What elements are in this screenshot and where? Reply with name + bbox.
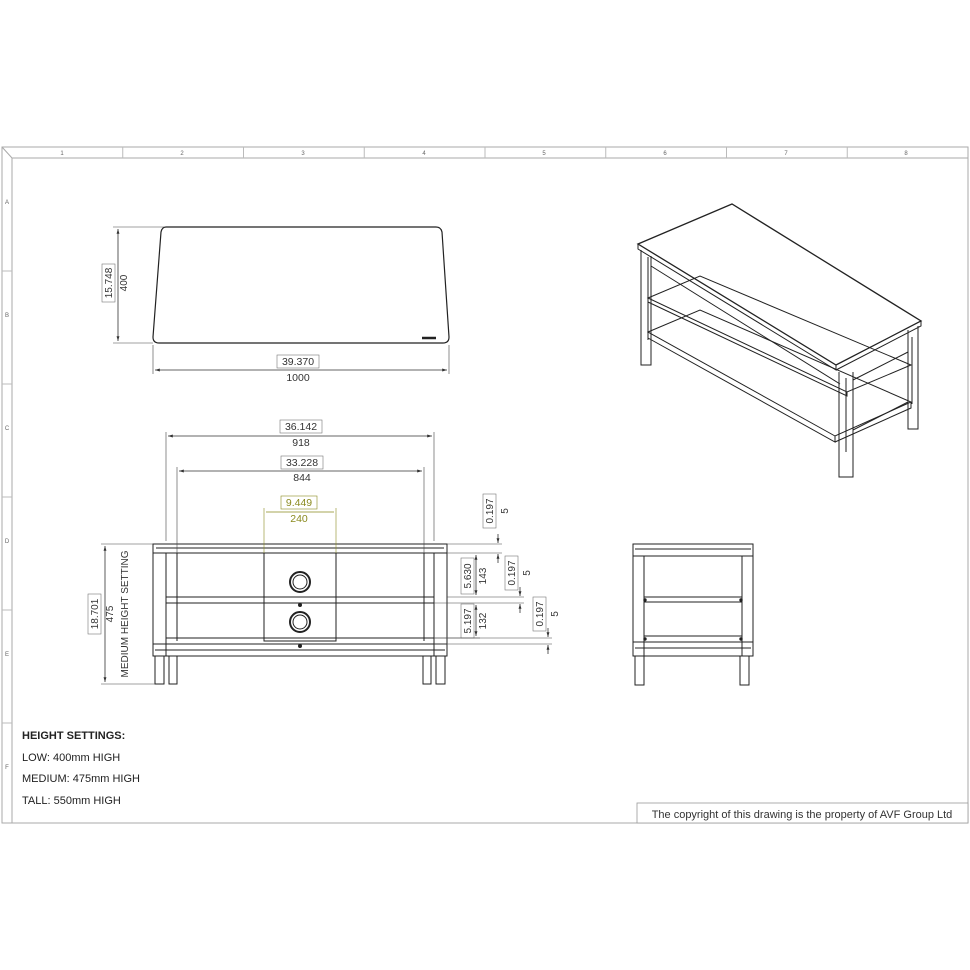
panel-width-inches: 9.449 bbox=[285, 497, 313, 509]
copyright-box bbox=[637, 803, 968, 823]
height-setting-label: MEDIUM HEIGHT SETTING bbox=[120, 550, 131, 678]
grid-col-1: 1 bbox=[60, 151, 64, 157]
grid-row-e: E bbox=[4, 652, 10, 658]
grid-col-6: 6 bbox=[663, 151, 667, 157]
shelf2-mm: 132 bbox=[478, 612, 489, 630]
cable-port-lower bbox=[290, 612, 310, 632]
width-mm: 1000 bbox=[286, 372, 310, 384]
width-inches: 39.370 bbox=[281, 356, 315, 368]
isometric-view bbox=[638, 204, 921, 477]
gap2-inches: 0.197 bbox=[507, 560, 518, 586]
note-medium: MEDIUM: 475mm HIGH bbox=[22, 773, 140, 785]
gap2-mm: 5 bbox=[522, 570, 533, 576]
gap1-mm: 5 bbox=[500, 508, 511, 514]
cable-port-upper bbox=[290, 572, 310, 592]
note-tall: TALL: 550mm HIGH bbox=[22, 795, 121, 807]
grid-row-a: A bbox=[4, 200, 10, 206]
grid-row-d: D bbox=[4, 539, 10, 545]
drawing-frame bbox=[2, 147, 968, 823]
grid-col-7: 7 bbox=[784, 151, 788, 157]
grid-col-5: 5 bbox=[542, 151, 546, 157]
shelf1-inches: 5.630 bbox=[463, 563, 474, 589]
depth-inches: 15.748 bbox=[104, 267, 115, 299]
top-view-outline bbox=[153, 227, 449, 343]
note-low: LOW: 400mm HIGH bbox=[22, 752, 121, 764]
gap1-inches: 0.197 bbox=[485, 498, 496, 524]
shelf2-inches: 5.197 bbox=[463, 608, 474, 634]
front-view bbox=[88, 420, 561, 684]
grid-row-c: C bbox=[4, 426, 10, 432]
gap3-mm: 5 bbox=[550, 611, 561, 617]
top-view bbox=[102, 227, 449, 384]
inner-width-mm: 844 bbox=[293, 472, 311, 484]
panel-width-mm: 240 bbox=[290, 513, 308, 525]
grid-row-labels bbox=[5, 200, 10, 771]
outer-width-mm: 918 bbox=[292, 437, 310, 449]
grid-col-2: 2 bbox=[180, 151, 184, 157]
notes-heading: HEIGHT SETTINGS: bbox=[22, 730, 126, 742]
grid-row-b: B bbox=[4, 313, 10, 319]
depth-mm: 400 bbox=[119, 274, 130, 292]
outer-width-inches: 36.142 bbox=[284, 421, 318, 433]
side-view bbox=[633, 544, 753, 685]
shelf1-mm: 143 bbox=[478, 567, 489, 585]
grid-col-4: 4 bbox=[422, 151, 426, 157]
grid-column-labels bbox=[60, 151, 908, 157]
height-settings-notes bbox=[22, 730, 140, 807]
grid-row-f: F bbox=[5, 765, 9, 771]
inner-width-inches: 33.228 bbox=[285, 457, 319, 469]
height-mm: 475 bbox=[105, 605, 116, 623]
grid-col-8: 8 bbox=[904, 151, 908, 157]
gap3-inches: 0.197 bbox=[535, 601, 546, 627]
grid-col-3: 3 bbox=[301, 151, 305, 157]
copyright-text: The copyright of this drawing is the property of AVF Group Ltd bbox=[651, 809, 953, 821]
height-inches: 18.701 bbox=[90, 598, 101, 630]
